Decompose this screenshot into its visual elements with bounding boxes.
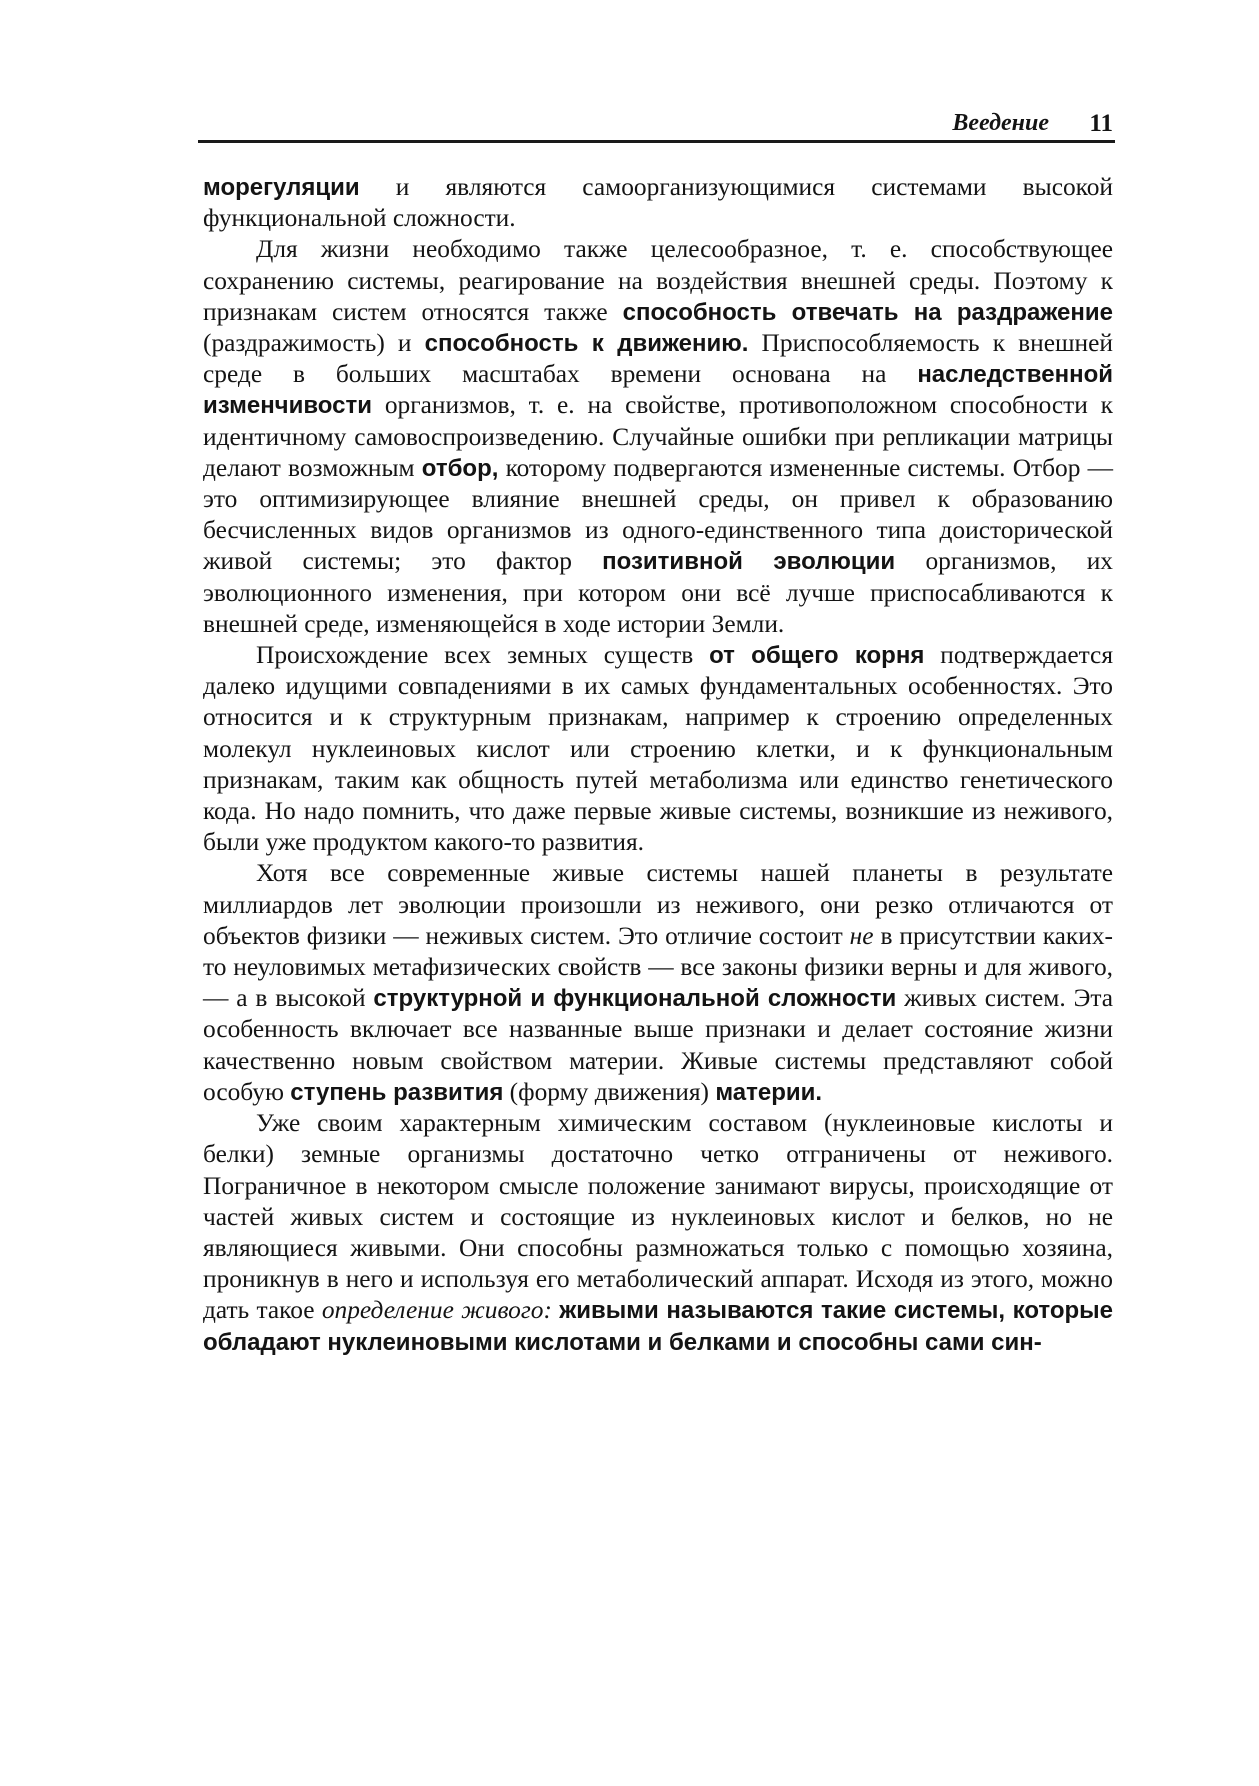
page-number: 11 [1089,110,1113,137]
text-run: организмов, их эволюционного изменения, при котором они всё лучше приспосабливаются к внешней среде, изменяющейся в ходе истории Земли. [203,547,1113,638]
bold-run: живыми называются такие системы, которые обладают нуклеиновыми кислотами и белками и способны сами син- [203,1297,1113,1356]
text-run: Происхождение всех земных существ [256,641,710,670]
text-run: и являются самоорганизующимися системами высокой функциональной сложности. [203,173,1113,233]
paragraph [203,858,1113,1108]
header-rule [198,140,1115,143]
text-run: которому подвергаются измененные системы. Отбор — это оптимизирующее влияние внешней среды, он привел к образованию бесчисленных видов организмов из одного-единственного типа доисторической живой системы; это фактор [203,453,1114,576]
text-run: Хотя все современные живые системы нашей планеты в результате миллиардов лет эволюции произошли из неживого, они резко отличаются от объектов физики — неживых систем. Это отличие состоит [203,859,1113,950]
text-run: живых систем. Эта особенность включает все названные выше признаки и делает состояние жизни качественно новым свойством материи. Живые системы представляют собой особую [203,984,1114,1106]
text-run: (раздражимость) и [203,329,425,358]
paragraph [203,640,1113,858]
text-run: Уже своим характерным химическим составом (нуклеиновые кислоты и белки) земные организмы достаточно четко отграничены от неживого. Пограничное в некотором смысле положение занимают вирусы, происходящие от частей живых систем и состоящие из нуклеиновых кислот и белков, но не являющиеся живыми. Они способны размножаться только с помощью хозяина, проникнув в него и используя его метаболический аппарат. Исходя из этого, можно дать такое [203,1109,1113,1325]
text-run: Для жизни необходимо также целесообразное, т. е. способствующее сохранению системы, реагирование на воздействия внешней среды. Поэтому к признакам систем относятся также [203,235,1113,326]
paragraph [203,234,1113,640]
bold-run: морегуляции [203,174,360,201]
bold-run: ступень развития [290,1078,504,1106]
text-run: в присутствии каких-то неуловимых метафизических свойств — все законы физики верны и для живого, — а в высокой [203,921,1114,1013]
italic-run: не [849,921,874,950]
bold-run: способность к движению. [424,330,749,358]
paragraph [203,1108,1113,1358]
bold-run: от общего корня [709,642,925,670]
bold-run: наследственной изменчивости [203,361,1113,420]
text-run: Приспособляемость к внешней среде в больших масштабах времени основана на [203,329,1113,389]
paragraph [203,172,1113,234]
bold-run: позитивной эволюции [602,548,896,576]
text-run: организмов, т. е. на свойстве, противоположном способности к идентичному самовоспроизведению. Случайные ошибки при репликации матрицы делают возможным [203,391,1113,482]
running-header [198,110,1113,140]
running-header-title: Веедение [952,110,1049,136]
bold-run: способность отвечать на раздражение [622,298,1113,326]
text-run: (форму движения) [503,1077,716,1106]
body-text [203,172,1113,1358]
text-run: подтверждается далеко идущими совпадениями в их самых фундаментальных особенностях. Это относится и к структурным признакам, например к строению определенных молекул нуклеиновых кислот или строению клетки, и к функциональным признакам, таким как общность путей метаболизма или единство генетического кода. Но надо помнить, что даже первые живые системы, возникшие из неживого, были уже продуктом какого-то развития. [203,641,1114,857]
bold-run: материи. [715,1078,823,1106]
italic-run: определение живого: [321,1296,552,1325]
bold-run: структурной и функциональной сложности [373,985,897,1013]
bold-run: отбор, [421,454,499,482]
